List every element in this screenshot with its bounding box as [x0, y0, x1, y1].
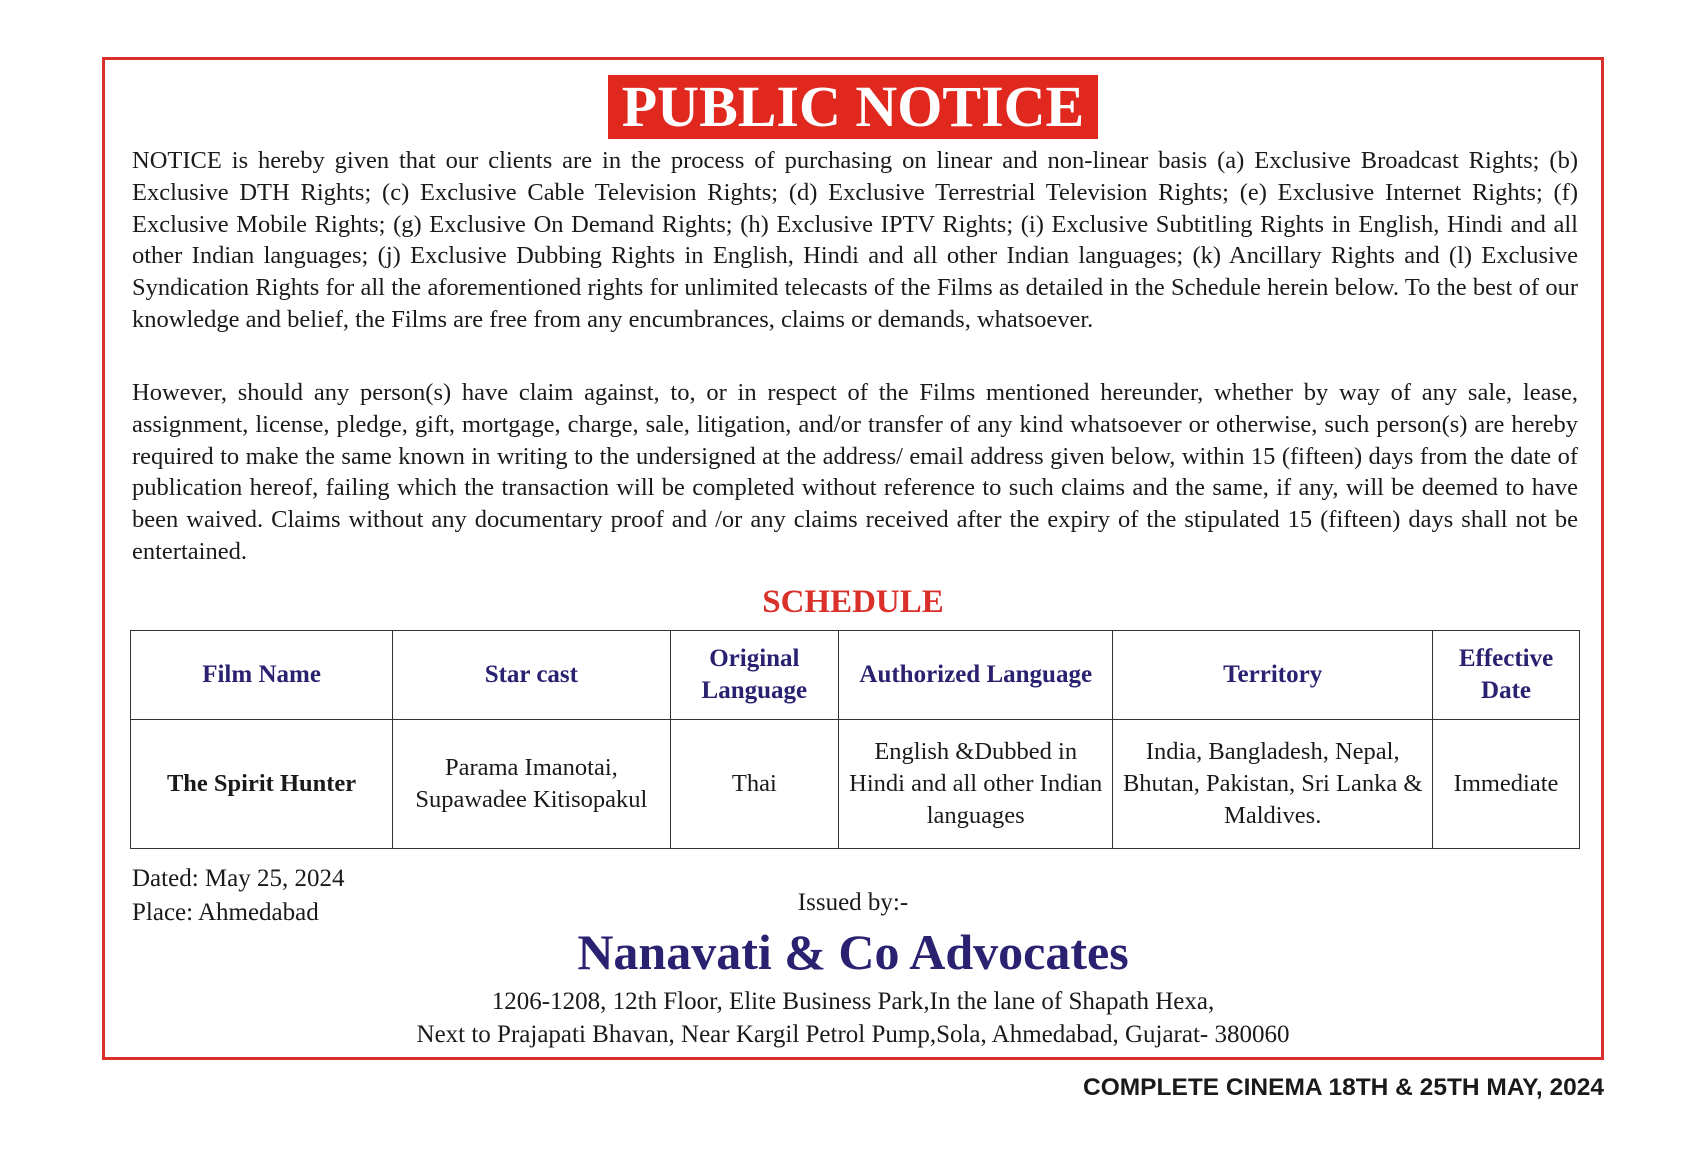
issued-by-label: Issued by:-: [797, 889, 909, 916]
address-line-1: 1206-1208, 12th Floor, Elite Business Park,In the lane of Shapath Hexa,: [491, 988, 1215, 1015]
dated-line: Dated: May 25, 2024: [132, 865, 345, 892]
table-header-row: [131, 631, 1580, 720]
cell-star-cast: Parama Imanotai, Supawadee Kitisopakul: [393, 720, 670, 849]
address-line-2: Next to Prajapati Bhavan, Near Kargil Petrol Pump,Sola, Ahmedabad, Gujarat- 380060: [416, 1021, 1290, 1048]
cell-film-name: The Spirit Hunter: [131, 720, 393, 849]
header-territory: Territory: [1113, 631, 1433, 720]
header-original-language: Original Language: [670, 631, 839, 720]
header-star-cast: Star cast: [393, 631, 670, 720]
header-authorized-language: Authorized Language: [839, 631, 1113, 720]
publication-footer: COMPLETE CINEMA 18TH & 25TH MAY, 2024: [1083, 1074, 1604, 1101]
issuer-name: Nanavati & Co Advocates: [577, 924, 1129, 980]
issuer-address: [105, 985, 1601, 1051]
cell-effective-date: Immediate: [1433, 720, 1580, 849]
title-wrap: [105, 75, 1601, 139]
header-effective-date: Effective Date: [1433, 631, 1580, 720]
public-notice-frame: [102, 57, 1604, 1060]
header-film-name: Film Name: [131, 631, 393, 720]
schedule-table: [130, 630, 1580, 849]
notice-paragraph-2: However, should any person(s) have claim against, to, or in respect of the Films mentioned hereunder, whether by way of any sale, lease, assignment, license, pledge, gift, mortgage, charge, sale, litigation, and/or transfer of any kind whatsoever or otherwise, such person(s) are hereby required to make the same known in writing to the undersigned at the address/ email address given below, within 15 (fifteen) days from the date of publication hereof, failing which the transaction will be completed without reference to such claims and the same, if any, will be deemed to have been waived. Claims without any documentary proof and /or any claims received after the expiry of the stipulated 15 (fifteen) days shall not be entertained.: [132, 379, 1578, 565]
schedule-heading: SCHEDULE: [762, 584, 944, 620]
cell-territory: India, Bangladesh, Nepal, Bhutan, Pakistan, Sri Lanka & Maldives.: [1113, 720, 1433, 849]
cell-authorized-language: English &Dubbed in Hindi and all other Indian languages: [839, 720, 1113, 849]
notice-title: PUBLIC NOTICE: [608, 75, 1098, 139]
table-row: [131, 720, 1580, 849]
place-line: Place: Ahmedabad: [132, 899, 319, 926]
cell-original-language: Thai: [670, 720, 839, 849]
notice-paragraph-1: NOTICE is hereby given that our clients are in the process of purchasing on linear and non-linear basis (a) Exclusive Broadcast Rights; (b) Exclusive DTH Rights; (c) Exclusive Cable Television Rights; (d) Exclusive Terrestrial Television Rights; (e) Exclusive Internet Rights; (f) Exclusive Mobile Rights; (g) Exclusive On Demand Rights; (h) Exclusive IPTV Rights; (i) Exclusive Subtitling Rights in English, Hindi and all other Indian languages; (j) Exclusive Dubbing Rights in English, Hindi and all other Indian languages; (k) Ancillary Rights and (l) Exclusive Syndication Rights for all the aforementioned rights for unlimited telecasts of the Films as detailed in the Schedule herein below. To the best of our knowledge and belief, the Films are free from any encumbrances, claims or demands, whatsoever.: [132, 147, 1578, 333]
